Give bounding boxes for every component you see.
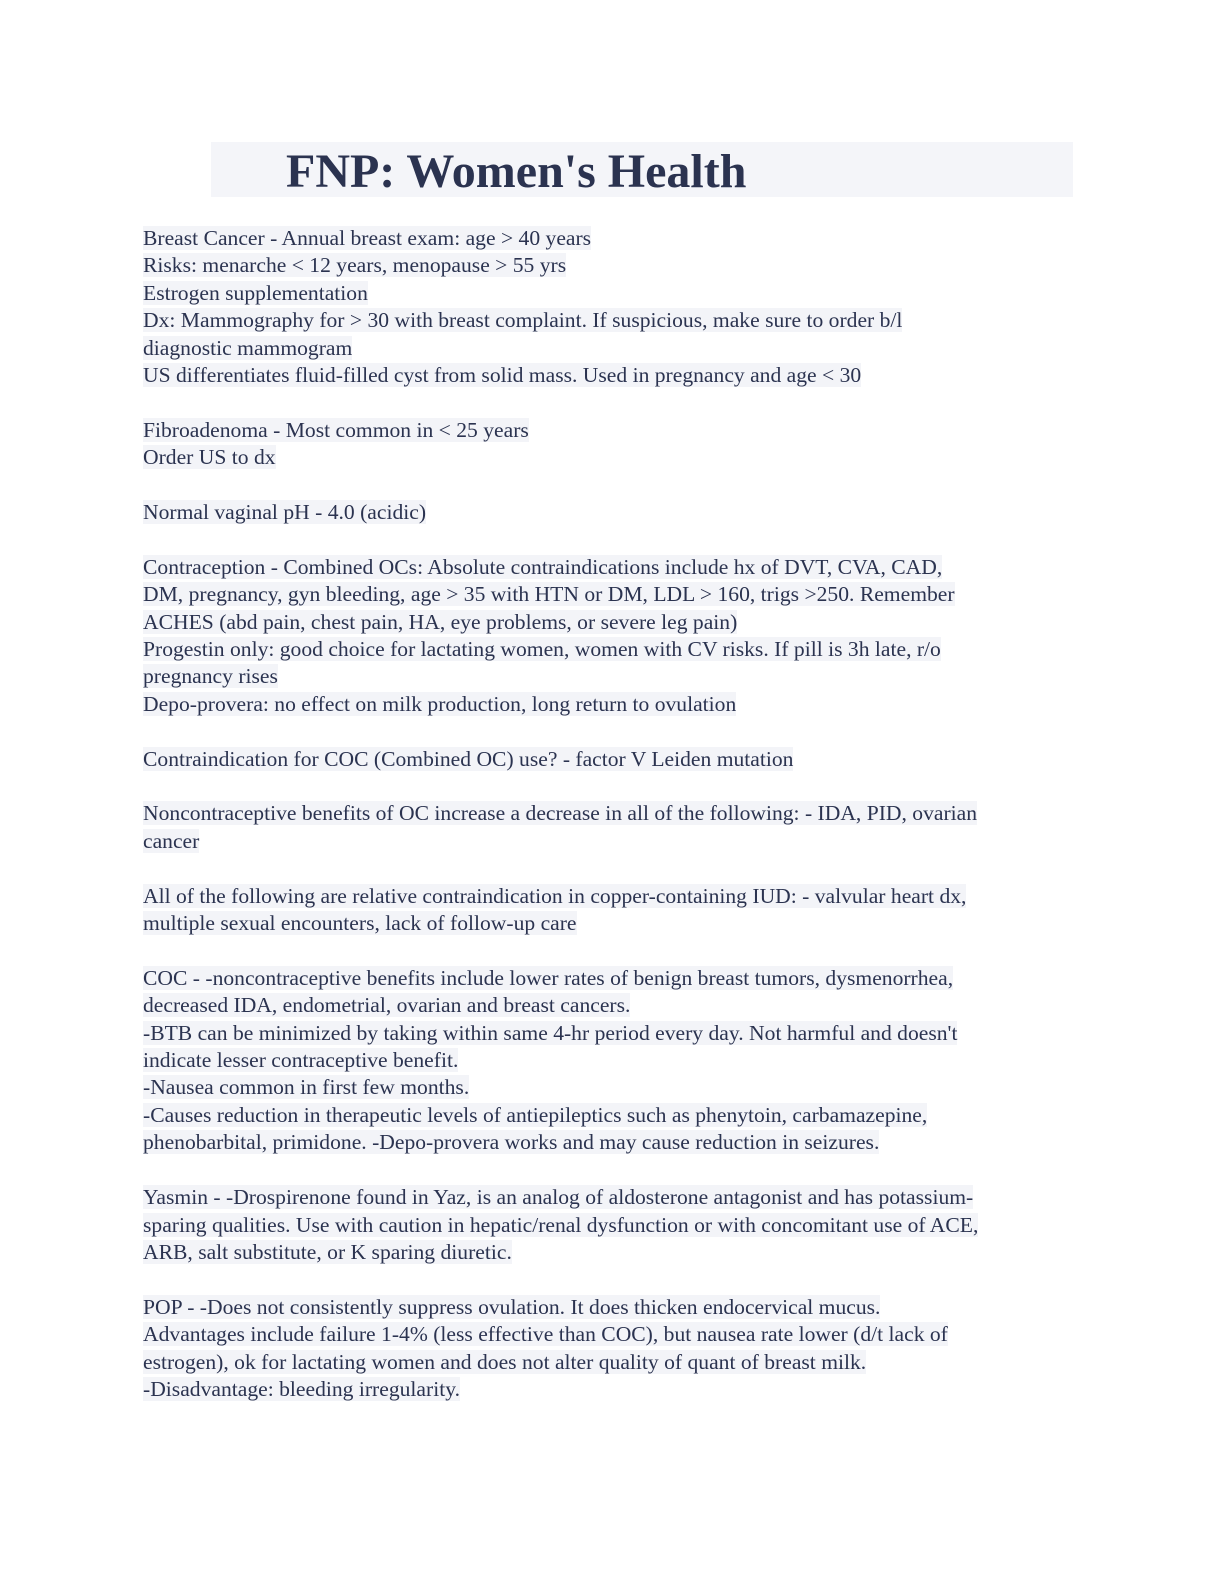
text-line (143, 746, 1073, 773)
text-line-content: Breast Cancer - Annual breast exam: age > 40 years (143, 226, 592, 250)
text-line (143, 1321, 1073, 1348)
text-line (143, 1184, 1073, 1211)
text-line-content: pregnancy rises (143, 664, 278, 689)
text-line-content: diagnostic mammogram (143, 335, 353, 360)
text-line-content: Dx: Mammography for > 30 with breast complaint. If suspicious, make sure to order b/l (143, 308, 903, 333)
text-line (143, 417, 1073, 444)
text-line (143, 965, 1073, 992)
text-block (143, 883, 1073, 938)
text-block (143, 965, 1073, 1157)
text-line (143, 335, 1073, 362)
text-line-content: All of the following are relative contraindication in copper-containing IUD: - valvular heart dx, (143, 883, 967, 908)
text-line-content: estrogen), ok for lactating women and does not alter quality of quant of breast milk. (143, 1349, 867, 1374)
text-line (143, 1376, 1073, 1403)
text-line-content: Estrogen supplementation (143, 280, 368, 305)
text-line-content: -Nausea common in first few months. (143, 1075, 470, 1100)
text-line (143, 910, 1073, 937)
text-line-content: Progestin only: good choice for lactating women, women with CV risks. If pill is 3h late, r/o (143, 637, 941, 662)
text-line (143, 362, 1073, 389)
text-line-content: Advantages include failure 1-4% (less effective than COC), but nausea rate lower (d/t lack of (143, 1322, 948, 1347)
text-line (143, 1102, 1073, 1129)
text-line (143, 691, 1073, 718)
text-line-content: Contraindication for COC (Combined OC) use? - factor V Leiden mutation (143, 746, 794, 771)
text-line-content: ARB, salt substitute, or K sparing diuretic. (143, 1239, 512, 1264)
text-line-content: phenobarbital, primidone. -Depo-provera works and may cause reduction in seizures. (143, 1130, 880, 1155)
text-line-content: US differentiates fluid-filled cyst from solid mass. Used in pregnancy and age < 30 (143, 363, 862, 388)
text-line (143, 609, 1073, 636)
text-line-content: -Causes reduction in therapeutic levels of antiepileptics such as phenytoin, carbamazepine, (143, 1102, 928, 1127)
text-block (143, 554, 1073, 718)
title-band (211, 142, 1073, 197)
text-line (143, 800, 1073, 827)
text-line (143, 1349, 1073, 1376)
text-line-content: COC - -noncontraceptive benefits include lower rates of benign breast tumors, dysmenorrhea, (143, 965, 954, 990)
text-line (143, 883, 1073, 910)
text-line-content: sparing qualities. Use with caution in hepatic/renal dysfunction or with concomitant use of ACE, (143, 1212, 979, 1237)
text-line-content: indicate lesser contraceptive benefit. (143, 1048, 459, 1073)
text-line (143, 307, 1073, 334)
text-line (143, 663, 1073, 690)
text-line-content: decreased IDA, endometrial, ovarian and breast cancers. (143, 993, 631, 1018)
text-line-content: cancer (143, 828, 200, 853)
document-title: FNP: Women's Health (286, 145, 747, 198)
text-line-content: ACHES (abd pain, chest pain, HA, eye problems, or severe leg pain) (143, 609, 738, 634)
text-line (143, 1294, 1073, 1321)
text-line (143, 1239, 1073, 1266)
text-line-content: Fibroadenoma - Most common in < 25 years (143, 417, 529, 442)
text-line (143, 280, 1073, 307)
text-line (143, 252, 1073, 279)
text-block (143, 499, 1073, 526)
text-block (143, 1294, 1073, 1404)
text-line-content: Normal vaginal pH - 4.0 (acidic) (143, 500, 427, 525)
text-line-content: POP - -Does not consistently suppress ovulation. It does thicken endocervical mucus. (143, 1294, 881, 1319)
text-line (143, 554, 1073, 581)
text-line-content: DM, pregnancy, gyn bleeding, age > 35 with HTN or DM, LDL > 160, trigs >250. Remember (143, 582, 955, 607)
text-line (143, 444, 1073, 471)
text-line-content: Yasmin - -Drospirenone found in Yaz, is an analog of aldosterone antagonist and has potassium- (143, 1185, 974, 1210)
text-block (143, 417, 1073, 472)
text-line-content: multiple sexual encounters, lack of follow-up care (143, 911, 577, 936)
text-block (143, 746, 1073, 773)
text-line (143, 992, 1073, 1019)
text-line-content: -Disadvantage: bleeding irregularity. (143, 1376, 460, 1401)
text-line (143, 225, 1073, 252)
text-block (143, 225, 1073, 389)
text-line (143, 1047, 1073, 1074)
text-line (143, 581, 1073, 608)
text-line (143, 1129, 1073, 1156)
text-line (143, 1212, 1073, 1239)
text-line-content: Depo-provera: no effect on milk production, long return to ovulation (143, 691, 737, 716)
text-line (143, 636, 1073, 663)
text-line-content: Order US to dx (143, 445, 276, 470)
text-line-content: Risks: menarche < 12 years, menopause > 55 yrs (143, 253, 567, 278)
text-line (143, 499, 1073, 526)
text-block (143, 1184, 1073, 1266)
text-line-content: -BTB can be minimized by taking within same 4-hr period every day. Not harmful and doesn't (143, 1020, 958, 1045)
text-block (143, 800, 1073, 855)
document-body (143, 225, 1073, 1431)
text-line (143, 1074, 1073, 1101)
text-line (143, 1020, 1073, 1047)
text-line-content: Contraception - Combined OCs: Absolute contraindications include hx of DVT, CVA, CAD, (143, 554, 943, 579)
text-line-content: Noncontraceptive benefits of OC increase a decrease in all of the following: - IDA, PID, ovarian (143, 801, 978, 826)
text-line (143, 828, 1073, 855)
